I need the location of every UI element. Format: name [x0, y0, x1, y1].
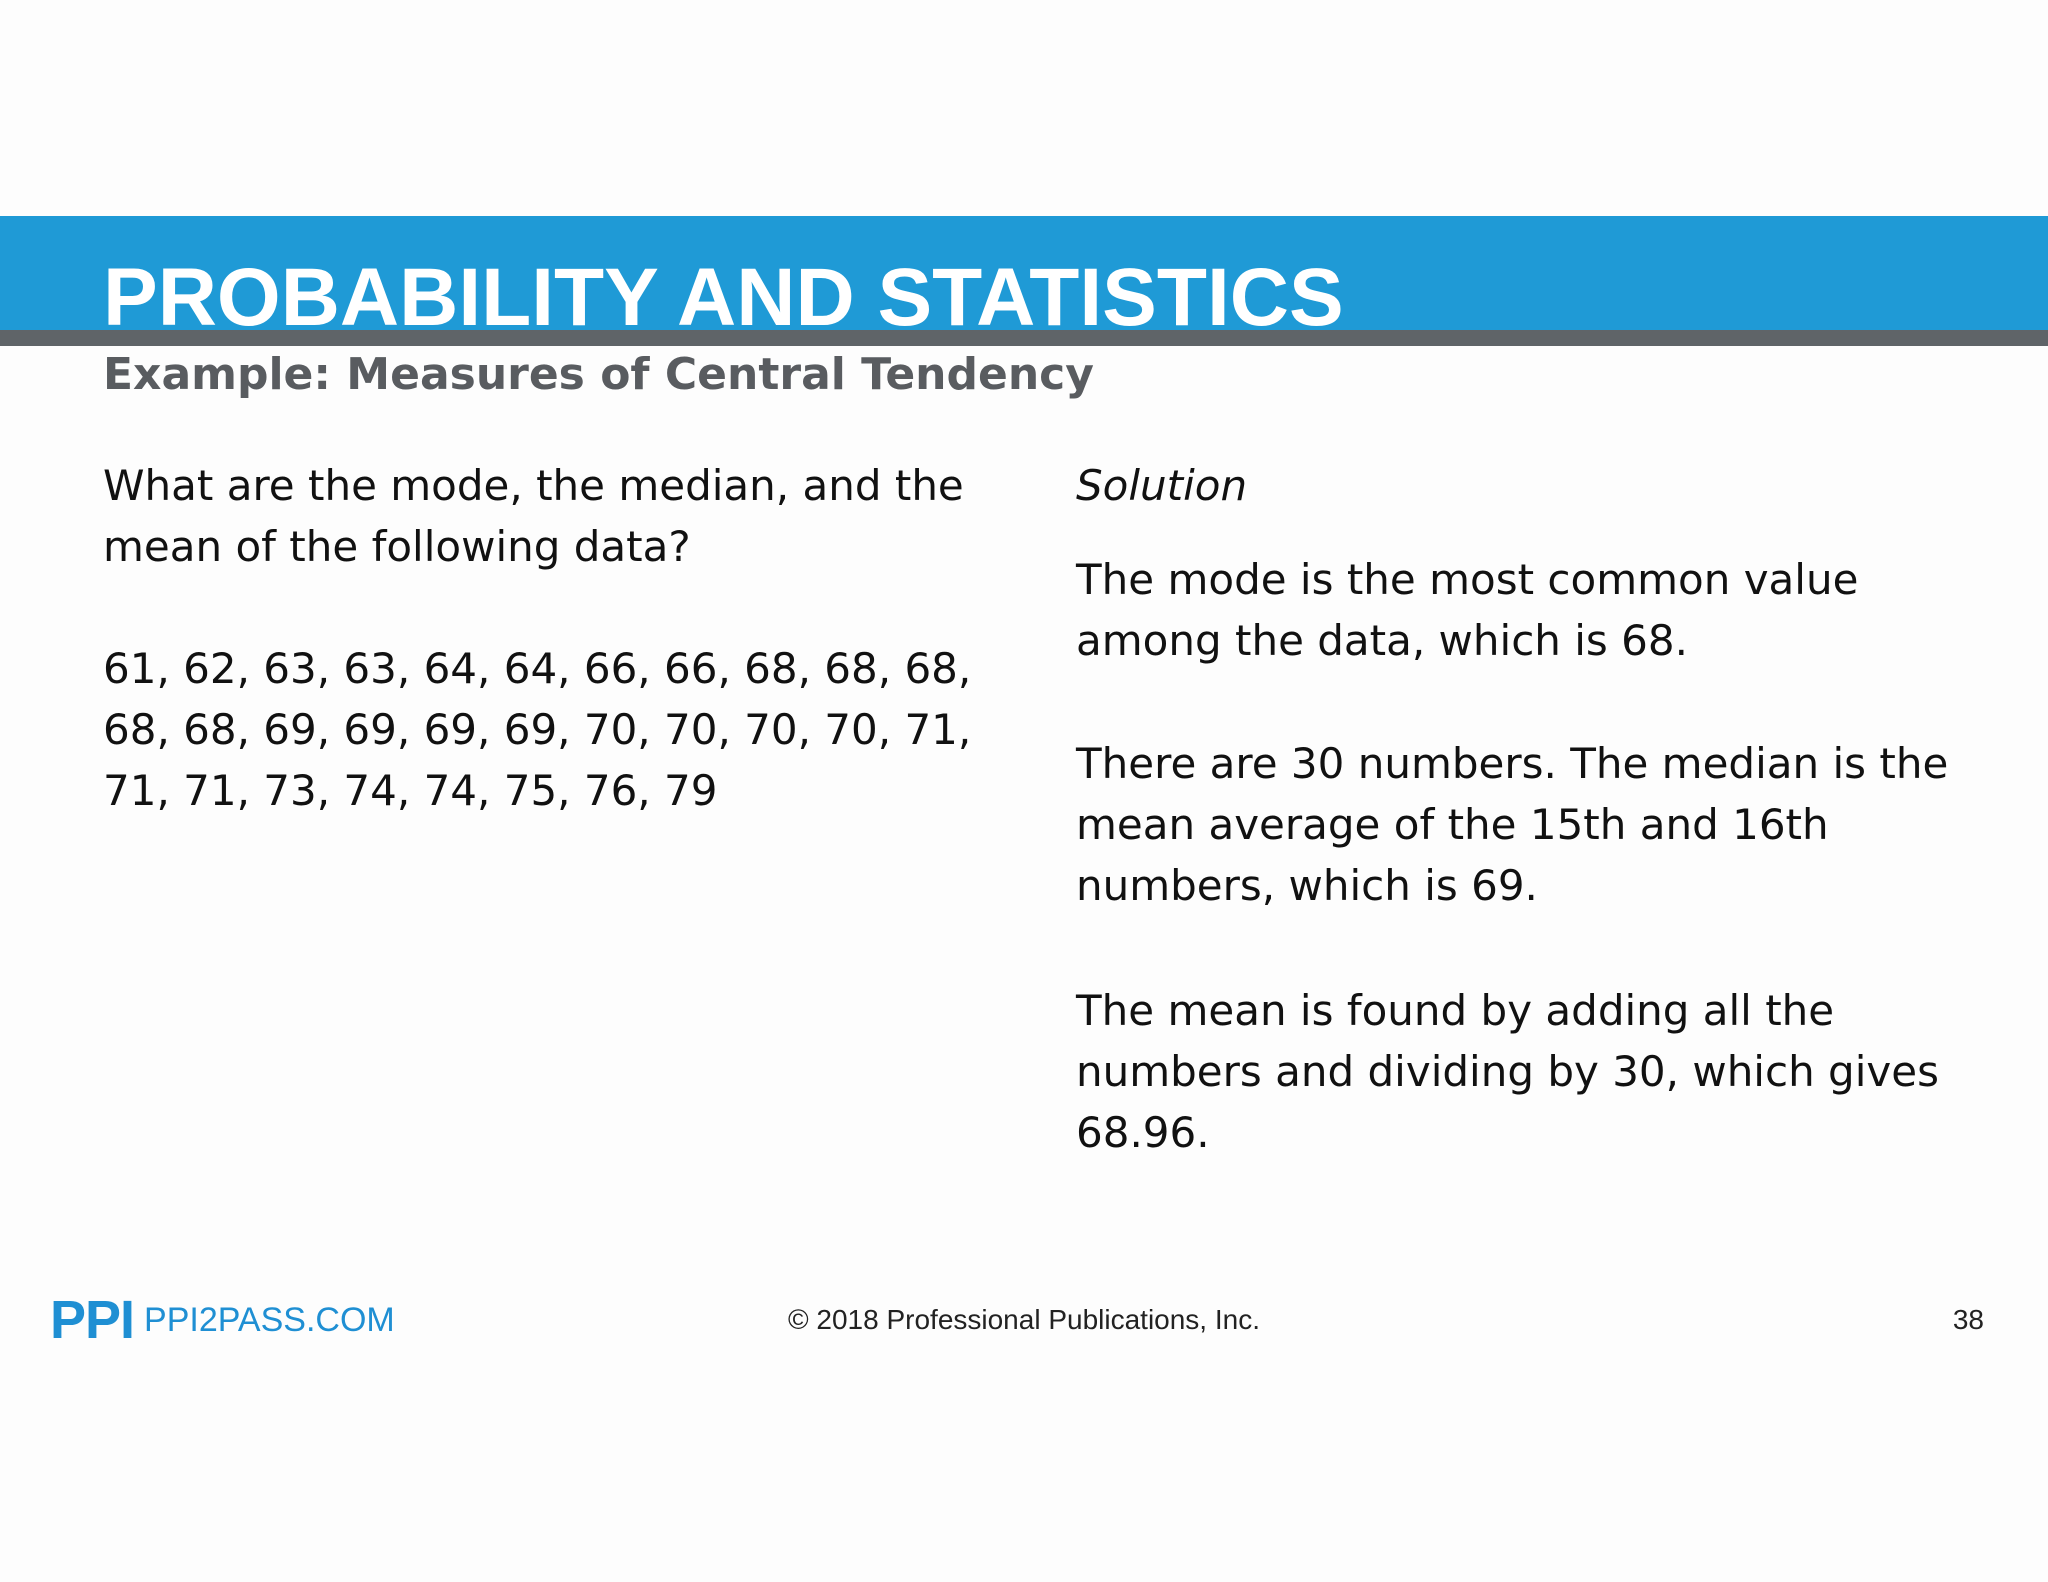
slide-title: PROBABILITY AND STATISTICS	[103, 252, 1344, 343]
page-number: 38	[1952, 1304, 1984, 1335]
logo-mark: PPI	[50, 1290, 135, 1350]
data-values: 61, 62, 63, 63, 64, 64, 66, 66, 68, 68, 68, 68, 68, 69, 69, 69, 69, 70, 70, 70, 70, 71, 71, 71, 73, 74, 74, 75, 76, 79	[103, 644, 972, 815]
solution-median-paragraph: There are 30 numbers. The median is the mean average of the 15th and 16th numbers, which is 69.	[1076, 739, 1949, 910]
slide-subtitle: Example: Measures of Central Tendency	[103, 349, 1094, 400]
solution-mode-paragraph: The mode is the most common value among the data, which is 68.	[1076, 555, 1859, 665]
solution-label: Solution	[1076, 461, 1248, 510]
solution-mean-paragraph: The mean is found by adding all the numbers and dividing by 30, which gives 68.96.	[1076, 986, 1939, 1157]
logo-url: PPI2PASS.COM	[144, 1300, 395, 1339]
copyright-notice: © 2018 Professional Publications, Inc.	[787, 1304, 1260, 1335]
question-prompt: What are the mode, the median, and the mean of the following data?	[103, 461, 964, 571]
